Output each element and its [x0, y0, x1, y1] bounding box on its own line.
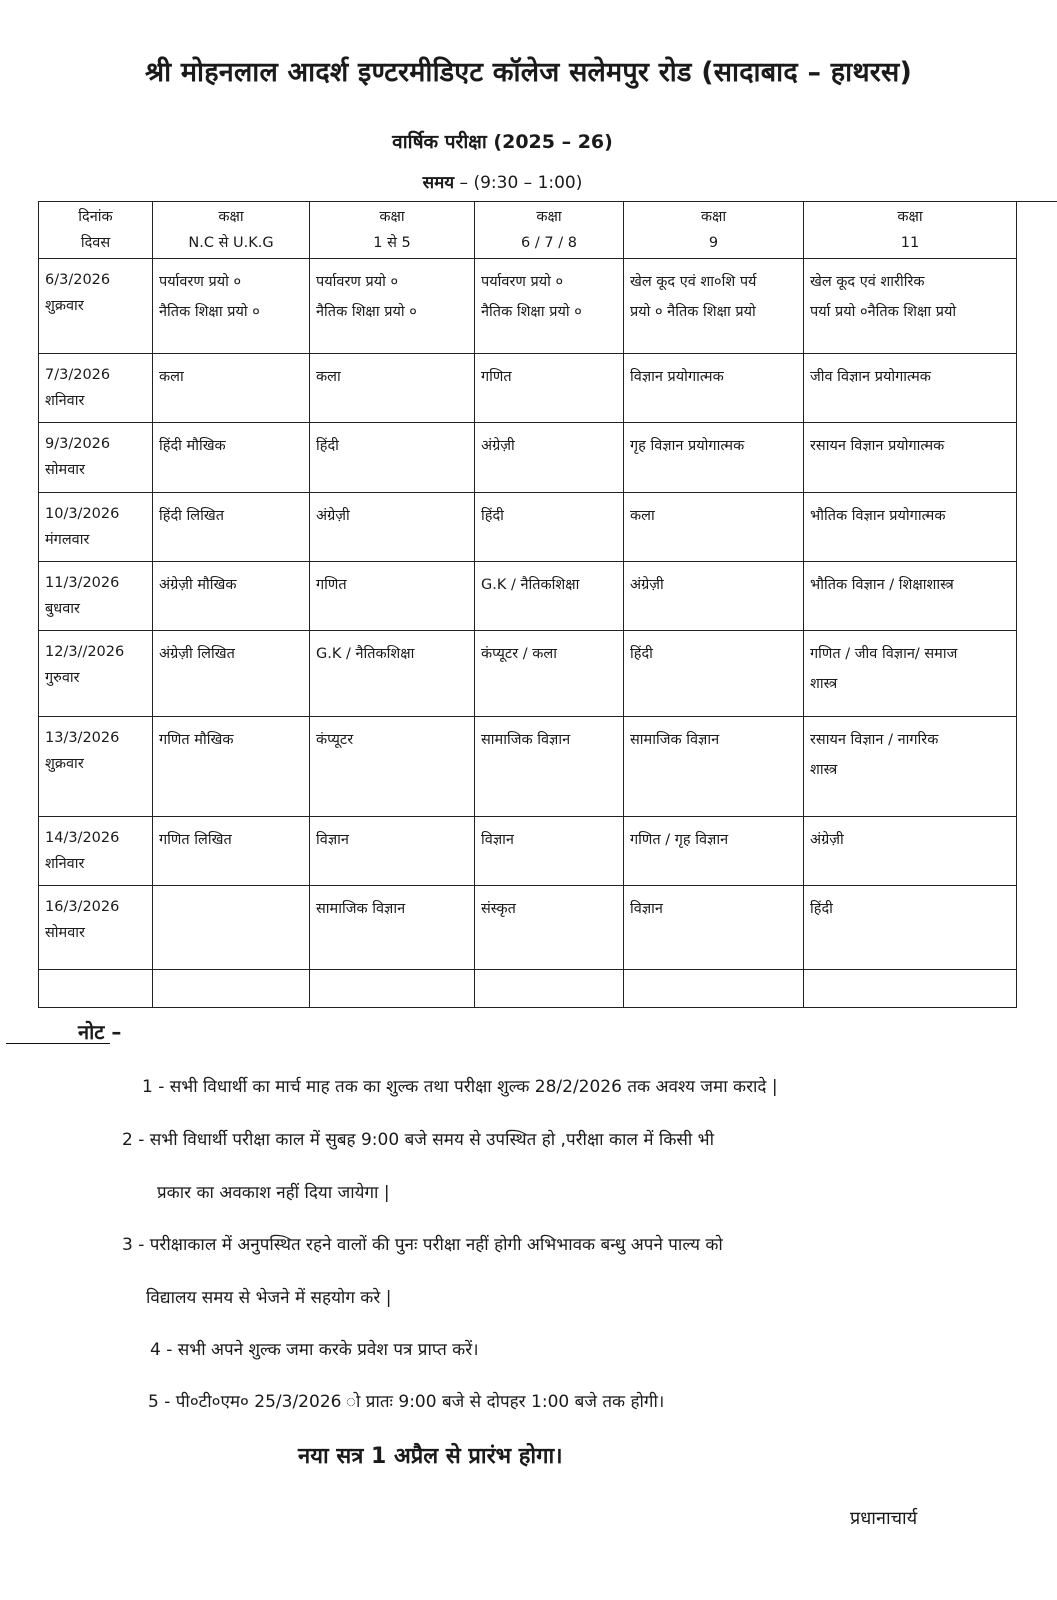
new-session-notice: नया सत्र 1 अप्रैल से प्रारंभ होगा।: [298, 1444, 563, 1469]
subject-cell: कला: [153, 354, 310, 423]
subject-cell: अंग्रेज़ी: [310, 493, 475, 562]
table-row: [39, 886, 1017, 970]
empty-cell: [153, 970, 310, 1008]
exam-title: वार्षिक परीक्षा (2025 – 26): [392, 131, 613, 153]
note-2: 2 - सभी विधार्थी परीक्षा काल में सुबह 9:00 बजे समय से उपस्थित हो ,परीक्षा काल में किसी भी: [122, 1130, 715, 1150]
header-cell: कक्षा 6 / 7 / 8: [475, 202, 624, 259]
subject-cell: पर्यावरण प्रयो ० नैतिक शिक्षा प्रयो ०: [475, 259, 624, 354]
note-underline: [6, 1043, 110, 1044]
empty-cell: [624, 970, 804, 1008]
subject-cell: हिंदी: [310, 423, 475, 493]
date-cell: 6/3/2026 शुक्रवार: [39, 259, 153, 354]
table-header-row: [39, 202, 1017, 259]
header-cell: कक्षा N.C से U.K.G: [153, 202, 310, 259]
header-cell: कक्षा 9: [624, 202, 804, 259]
date-cell: 11/3/2026 बुधवार: [39, 562, 153, 631]
table-row: [39, 562, 1017, 631]
subject-cell: अंग्रेज़ी: [624, 562, 804, 631]
principal-signature: प्रधानाचार्य: [850, 1508, 918, 1529]
subject-cell: भौतिक विज्ञान प्रयोगात्मक: [804, 493, 1017, 562]
subject-cell: गणित लिखित: [153, 817, 310, 886]
header-cell: दिनांक दिवस: [39, 202, 153, 259]
subject-cell: सामाजिक विज्ञान: [624, 717, 804, 817]
subject-cell: हिंदी: [475, 493, 624, 562]
date-cell: 9/3/2026 सोमवार: [39, 423, 153, 493]
subject-cell: हिंदी लिखित: [153, 493, 310, 562]
subject-cell: विज्ञान: [475, 817, 624, 886]
subject-cell: खेल कूद एवं शा०शि पर्य प्रयो ० नैतिक शिक्षा प्रयो: [624, 259, 804, 354]
subject-cell: भौतिक विज्ञान / शिक्षाशास्त्र: [804, 562, 1017, 631]
note-1: 1 - सभी विधार्थी का मार्च माह तक का शुल्क तथा परीक्षा शुल्क 28/2/2026 तक अवश्य जमा करादे |: [142, 1077, 778, 1097]
subject-cell: कला: [624, 493, 804, 562]
date-cell: 13/3/2026 शुक्रवार: [39, 717, 153, 817]
subject-cell: गृह विज्ञान प्रयोगात्मक: [624, 423, 804, 493]
subject-cell: गणित: [475, 354, 624, 423]
header-cell: कक्षा 1 से 5: [310, 202, 475, 259]
table-row: [39, 631, 1017, 717]
note-5: 5 - पी०टी०एम० 25/3/2026 ो प्रातः 9:00 बजे से दोपहर 1:00 बजे तक होगी।: [148, 1392, 665, 1412]
table-row-empty: [39, 970, 1017, 1008]
date-cell: 7/3/2026 शनिवार: [39, 354, 153, 423]
subject-cell: अंग्रेज़ी मौखिक: [153, 562, 310, 631]
subject-cell: संस्कृत: [475, 886, 624, 970]
empty-cell: [475, 970, 624, 1008]
subject-cell: G.K / नैतिकशिक्षा: [310, 631, 475, 717]
note-4: 4 - सभी अपने शुल्क जमा करके प्रवेश पत्र प्राप्त करें।: [150, 1340, 479, 1360]
table-edge-line: [1016, 201, 1057, 973]
subject-cell: जीव विज्ञान प्रयोगात्मक: [804, 354, 1017, 423]
subject-cell: सामाजिक विज्ञान: [310, 886, 475, 970]
subject-cell: गणित / गृह विज्ञान: [624, 817, 804, 886]
subject-cell: खेल कूद एवं शारीरिक पर्या प्रयो ०नैतिक शिक्षा प्रयो: [804, 259, 1017, 354]
subject-cell: अंग्रेज़ी: [475, 423, 624, 493]
header-cell: कक्षा 11: [804, 202, 1017, 259]
date-cell: 12/3//2026 गुरुवार: [39, 631, 153, 717]
exam-timetable: [38, 201, 1017, 1008]
table-row: [39, 717, 1017, 817]
note-3-cont: विद्यालय समय से भेजने में सहयोग करे |: [146, 1288, 392, 1308]
empty-cell: [39, 970, 153, 1008]
subject-cell: G.K / नैतिकशिक्षा: [475, 562, 624, 631]
table-row: [39, 259, 1017, 354]
date-cell: 14/3/2026 शनिवार: [39, 817, 153, 886]
subject-cell: अंग्रेज़ी: [804, 817, 1017, 886]
subject-cell: पर्यावरण प्रयो ० नैतिक शिक्षा प्रयो ०: [153, 259, 310, 354]
time-value: – (9:30 – 1:00): [454, 173, 583, 193]
table-row: [39, 423, 1017, 493]
table-row: [39, 493, 1017, 562]
note-2-cont: प्रकार का अवकाश नहीं दिया जायेगा |: [157, 1183, 390, 1203]
subject-cell: सामाजिक विज्ञान: [475, 717, 624, 817]
table-row: [39, 817, 1017, 886]
date-cell: 10/3/2026 मंगलवार: [39, 493, 153, 562]
date-cell: 16/3/2026 सोमवार: [39, 886, 153, 970]
subject-cell: कंप्यूटर / कला: [475, 631, 624, 717]
empty-cell: [804, 970, 1017, 1008]
school-name: श्री मोहनलाल आदर्श इण्टरमीडिएट कॉलेज सलेमपुर रोड (सादाबाद – हाथरस): [144, 57, 913, 88]
note-heading: नोट –: [78, 1020, 122, 1044]
subject-cell: गणित / जीव विज्ञान/ समाज शास्त्र: [804, 631, 1017, 717]
subject-cell: [153, 886, 310, 970]
subject-cell: विज्ञान: [310, 817, 475, 886]
time-label: समय: [422, 173, 455, 193]
note-3: 3 - परीक्षाकाल में अनुपस्थित रहने वालों की पुनः परीक्षा नहीं होगी अभिभावक बन्धु अपने पाल्य को: [122, 1235, 723, 1255]
subject-cell: कला: [310, 354, 475, 423]
subject-cell: कंप्यूटर: [310, 717, 475, 817]
subject-cell: हिंदी मौखिक: [153, 423, 310, 493]
empty-cell: [310, 970, 475, 1008]
subject-cell: गणित: [310, 562, 475, 631]
subject-cell: हिंदी: [624, 631, 804, 717]
exam-time: [0, 170, 1005, 193]
subject-cell: गणित मौखिक: [153, 717, 310, 817]
subject-cell: विज्ञान: [624, 886, 804, 970]
subject-cell: पर्यावरण प्रयो ० नैतिक शिक्षा प्रयो ०: [310, 259, 475, 354]
table-row: [39, 354, 1017, 423]
subject-cell: अंग्रेज़ी लिखित: [153, 631, 310, 717]
subject-cell: विज्ञान प्रयोगात्मक: [624, 354, 804, 423]
subject-cell: हिंदी: [804, 886, 1017, 970]
subject-cell: रसायन विज्ञान प्रयोगात्मक: [804, 423, 1017, 493]
subject-cell: रसायन विज्ञान / नागरिक शास्त्र: [804, 717, 1017, 817]
